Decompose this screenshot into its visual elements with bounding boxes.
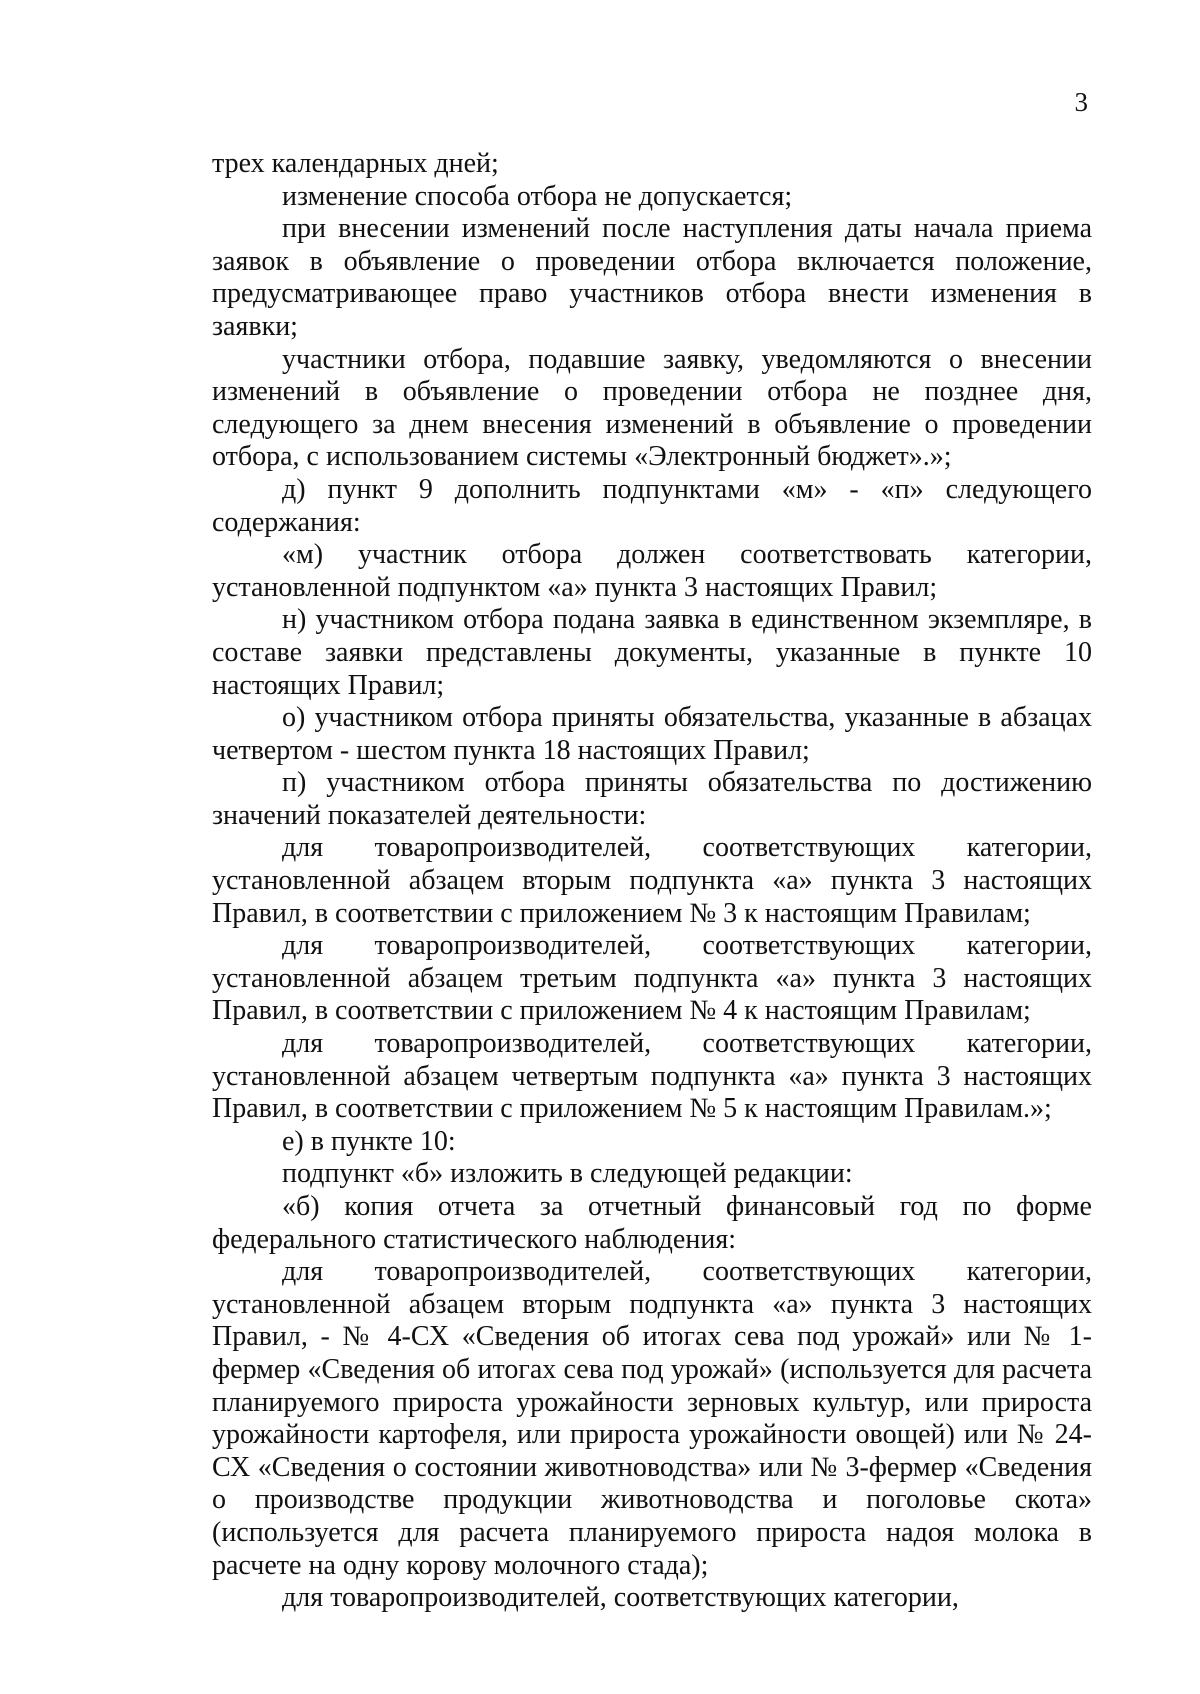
paragraph-15: «б) копия отчета за отчетный финансовый год по форме федерального статистического наблюдения: [212,1191,1092,1255]
paragraph-14: подпункт «б» изложить в следующей редакции: [282,1158,853,1190]
paragraph-10: для товаропроизводителей, соответствующих категории, установленной абзацем вторым подпункта «а» пункта 3 настоящих Правил, в соответствии с приложением № 3 к настоящим Правилам; [212,832,1092,929]
paragraph-13: е) в пункте 10: [282,1125,456,1157]
paragraph-9: п) участником отбора приняты обязательства по достижению значений показателей деятельности: [212,767,1092,831]
paragraph-7: н) участником отбора подана заявка в единственном экземпляре, в составе заявки представлены документы, указанные в пункте 10 настоящих Правил; [212,604,1092,701]
document-body [212,148,1092,1615]
page-number: 3 [1074,87,1088,117]
paragraph-17: для товаропроизводителей, соответствующих категории, [282,1582,959,1614]
paragraph-11: для товаропроизводителей, соответствующих категории, установленной абзацем третьим подпункта «а» пункта 3 настоящих Правил, в соответствии с приложением № 4 к настоящим Правилам; [212,930,1092,1027]
paragraph-5: д) пункт 9 дополнить подпунктами «м» - «п» следующего содержания: [212,473,1092,538]
paragraph-16: для товаропроизводителей, соответствующих категории, установленной абзацем вторым подпункта «а» пункта 3 настоящих Правил, - № 4-СХ «Сведения об итогах сева под урожай» или № 1-фермер «Сведения об итогах сева под урожай» (используется для расчета планируемого прироста урожайности зерновых культур, или прироста урожайности картофеля, или прироста урожайности овощей) или № 24-СХ «Сведения о состоянии животноводства» или № 3-фермер «Сведения о производстве продукции животноводства и поголовье скота» (используется для расчета планируемого прироста надоя молока в расчете на одну корову молочного стада); [212,1256,1092,1581]
paragraph-2: изменение способа отбора не допускается; [282,180,793,212]
paragraph-12: для товаропроизводителей, соответствующих категории, установленной абзацем четвертым подпункта «а» пункта 3 настоящих Правил, в соответствии с приложением № 5 к настоящим Правилам.»; [212,1028,1092,1125]
paragraph-3: при внесении изменений после наступления даты начала приема заявок в объявление о проведении отбора включается положение, предусматривающее право участников отбора внести изменения в заявки; [212,213,1092,342]
paragraph-6: «м) участник отбора должен соответствовать категории, установленной подпунктом «а» пункта 3 настоящих Правил; [212,539,1092,603]
paragraph-4: участники отбора, подавшие заявку, уведомляются о внесении изменений в объявление о проведении отбора не позднее дня, следующего за днем внесения изменений в объявление о проведении отбора, с использованием системы «Электронный бюджет».»; [212,343,1092,473]
paragraph-1: трех календарных дней; [212,148,499,179]
paragraph-8: о) участником отбора приняты обязательства, указанные в абзацах четвертом - шестом пункта 18 настоящих Правил; [212,702,1092,766]
